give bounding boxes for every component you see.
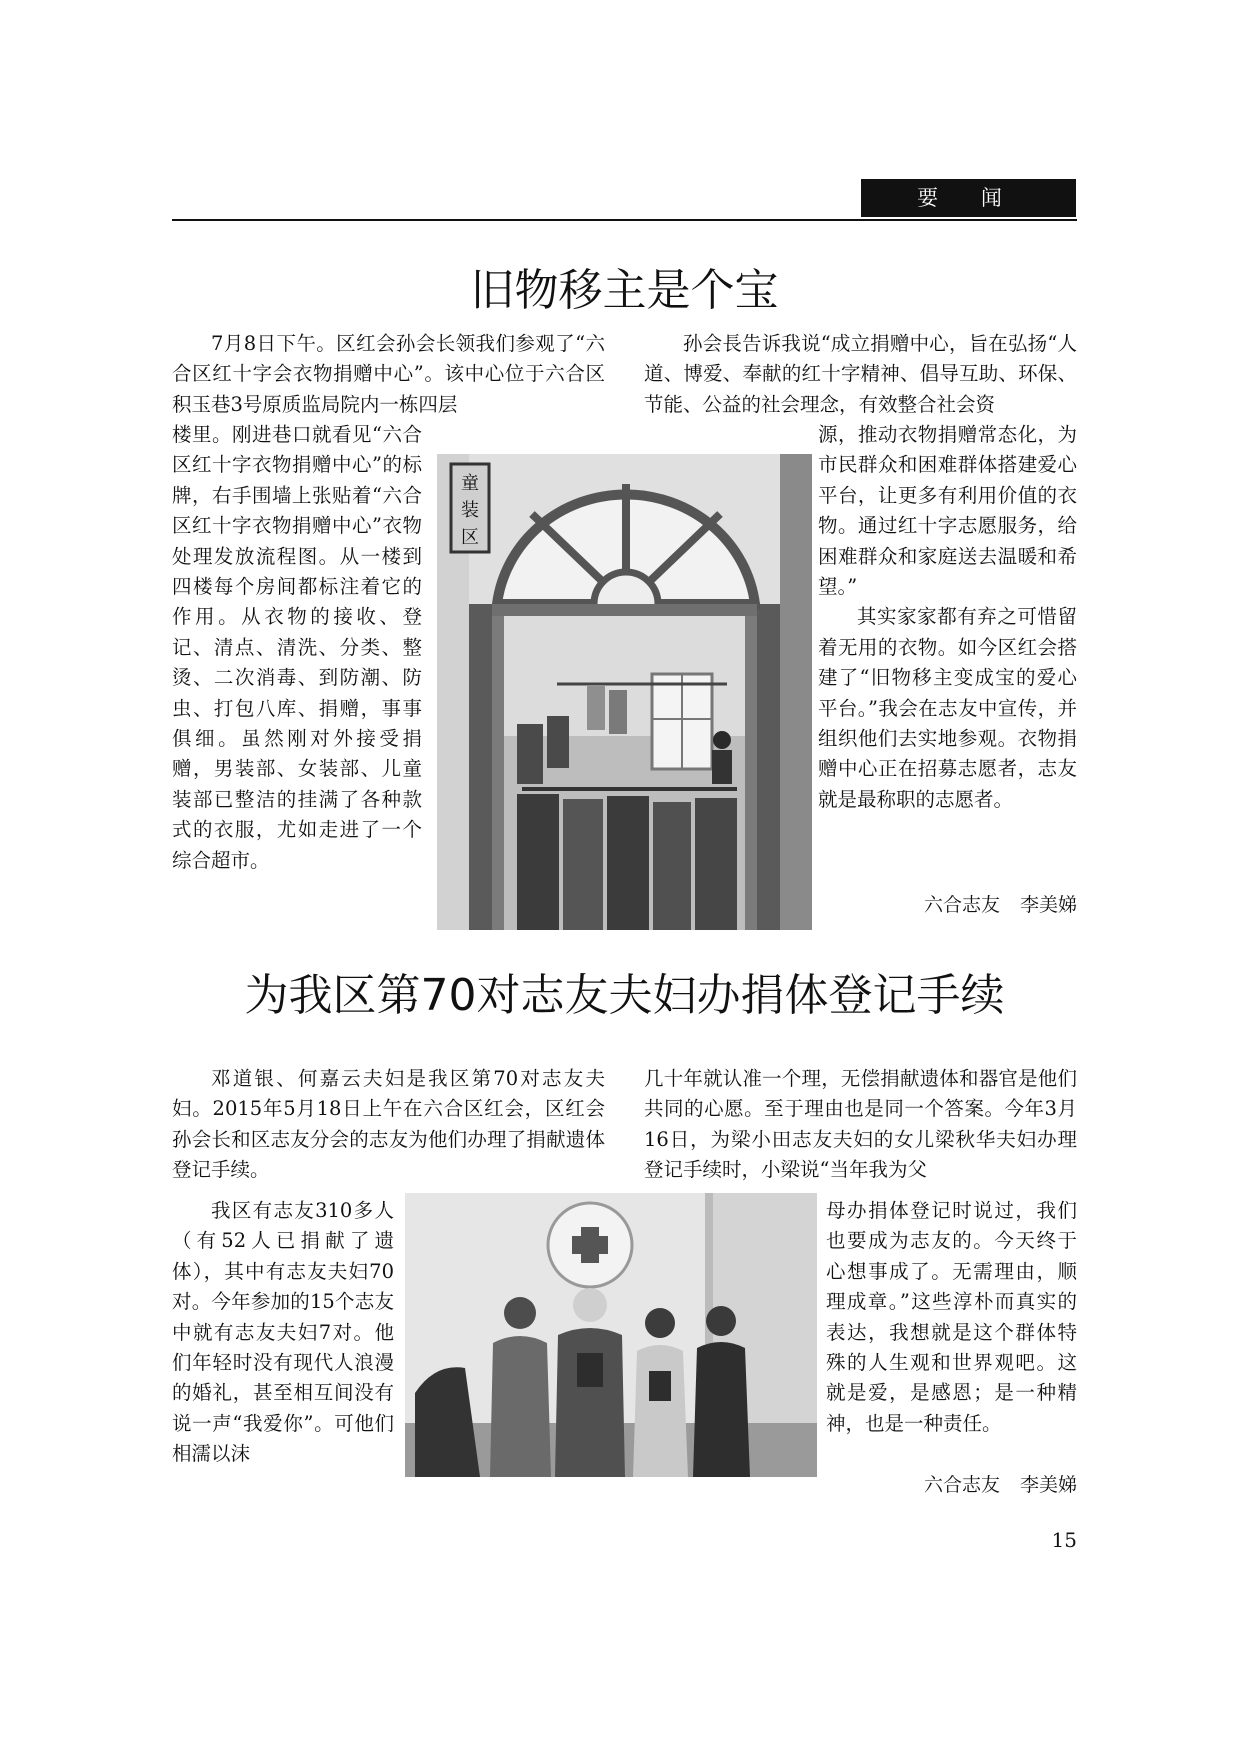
sign-char: 装 (461, 500, 479, 521)
article1-title: 旧物移主是个宝 (470, 265, 779, 316)
article2-left-top (172, 1064, 605, 1186)
article2-title: 为我区第70对志友夫妇办捐体登记手续 (244, 970, 1005, 1021)
paragraph: 孙会長告诉我说“成立捐赠中心，旨在弘扬“人道、博爱、奉献的红十字精神、倡导互助、环保、节能、公益的社会理念，有效整合社会资 (644, 332, 1077, 416)
article2-left-body (172, 1196, 394, 1470)
article1-right-body (818, 420, 1077, 815)
byline-org: 六合志友 (923, 894, 1000, 916)
paragraph: 邓道银、何嘉云夫妇是我区第70对志友夫妇。2015年5月18日上午在六合区红会，区红会孙会长和区志友分会的志友为他们办理了捐献遗体登记手续。 (172, 1067, 605, 1182)
article1-right-top (644, 329, 1077, 420)
donation-center-photo (437, 454, 812, 930)
paragraph: 源，推动衣物捐赠常态化，为市民群众和困难群体搭建爱心平台，让更多有利用价值的衣物。通过红十字志愿服务，给困难群众和家庭送去温暖和希望。” (818, 423, 1077, 599)
article1-left-top (172, 329, 605, 420)
article2-right-body (826, 1196, 1077, 1439)
paragraph: 楼里。刚进巷口就看见“六合区红十字衣物捐赠中心”的标牌，右手围墙上张贴着“六合区红十字衣物捐赠中心”衣物处理发放流程图。从一楼到四楼每个房间都标注着它的作用。从衣物的接收、登记、清点、清洗、分类、整烫、二次消毒、到防潮、防虫、打包八库、捐赠，事事俱细。虽然刚对外接受捐赠，男装部、女装部、儿童装部已整洁的挂满了各种款式的衣服，尤如走进了一个综合超市。 (172, 423, 422, 872)
article1-byline (818, 890, 1077, 920)
sign-char: 区 (461, 527, 479, 548)
paragraph: 7月8日下午。区红会孙会长领我们参观了“六合区红十字会衣物捐赠中心”。该中心位于六合区积玉巷3号原质监局院内一栋四层 (172, 332, 605, 416)
page-number: 15 (1051, 1528, 1077, 1552)
article2-right-top (644, 1064, 1077, 1186)
byline-name: 李美娣 (1019, 1474, 1077, 1496)
section-tag: 要 闻 (861, 179, 1076, 217)
sign-char: 童 (461, 473, 479, 494)
byline-org: 六合志友 (923, 1474, 1000, 1496)
header-rule (172, 219, 1077, 221)
article2-byline (826, 1470, 1077, 1500)
registration-photo (405, 1193, 817, 1477)
paragraph: 母办捐体登记时说过，我们也要成为志友的。今天终于心想事成了。无需理由，顺理成章。”这些淳朴而真实的表达，我想就是这个群体特殊的人生观和世界观吧。这就是爱，是感恩；是一种精神，也是一种责任。 (826, 1199, 1077, 1435)
paragraph: 我区有志友310多人（有52人已捐献了遗体），其中有志友夫妇70对。今年参加的15个志友中就有志友夫妇7对。他们年轻时没有现代人浪漫的婚礼，甚至相互间没有说一声“我爱你”。可他们相濡以沫 (172, 1199, 394, 1466)
paragraph: 其实家家都有弃之可惜留着无用的衣物。如今区红会搭建了“旧物移主变成宝的爱心平台。”我会在志友中宣传，并组织他们去实地参观。衣物捐赠中心正在招募志愿者，志友就是最称职的志愿者。 (818, 605, 1077, 811)
paragraph: 几十年就认准一个理，无偿捐献遗体和器官是他们共同的心愿。至于理由也是同一个答案。今年3月16日，为梁小田志友夫妇的女儿梁秋华夫妇办理登记手续时，小梁说“当年我为父 (644, 1067, 1077, 1182)
article1-left-body (172, 420, 422, 876)
byline-name: 李美娣 (1019, 894, 1077, 916)
